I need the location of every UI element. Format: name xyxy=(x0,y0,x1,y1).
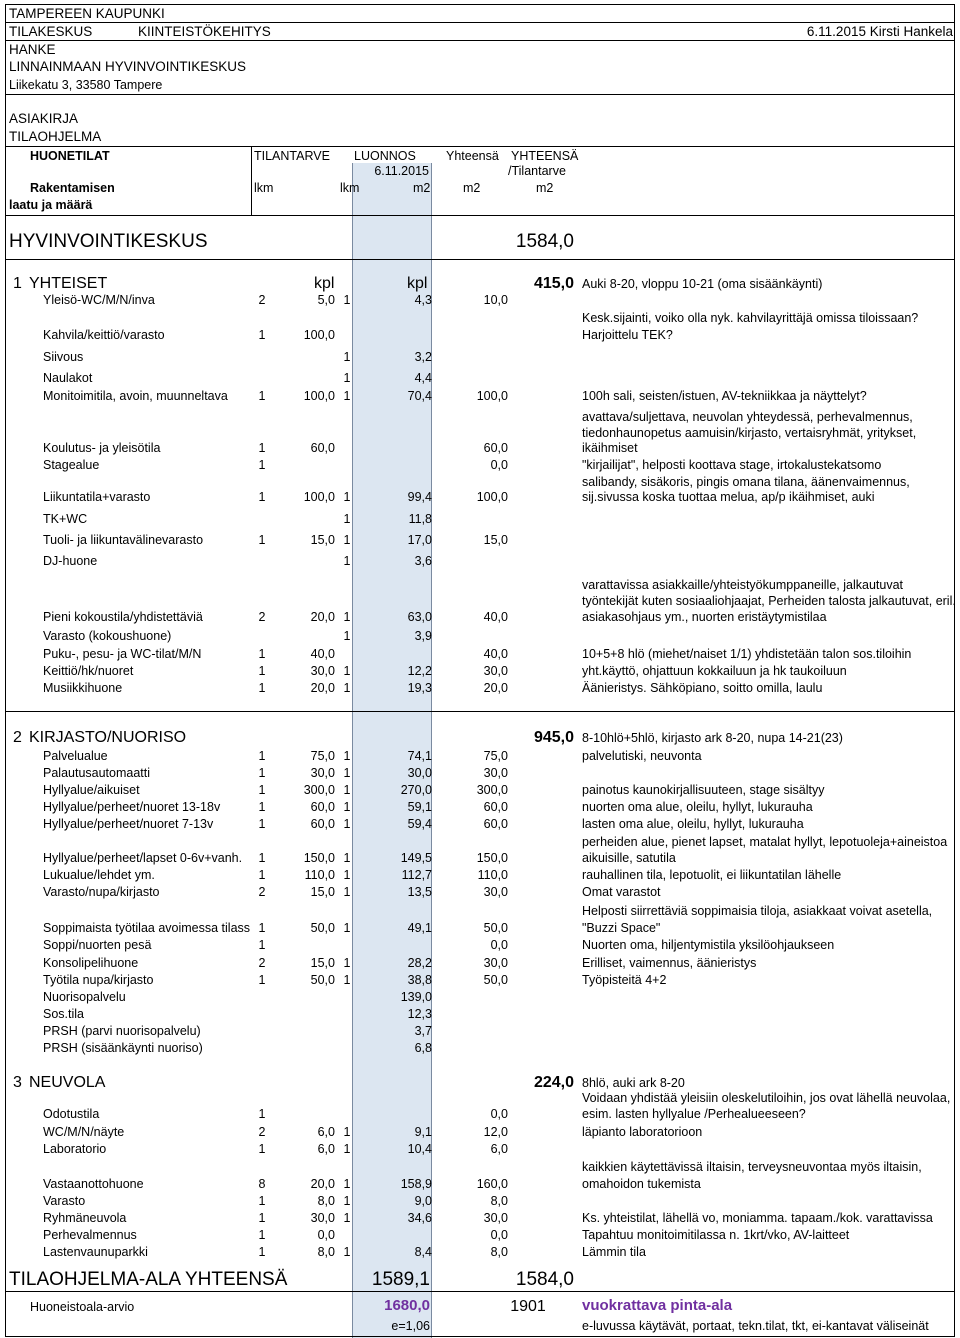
hanke-label: HANKE xyxy=(9,42,56,57)
cell-c1: 1 xyxy=(258,664,266,678)
cell-c1: 1 xyxy=(258,868,266,882)
section-total: 415,0 xyxy=(533,275,574,292)
col-header-yhteensa: Yhteensä xyxy=(446,149,499,163)
section-name: KIRJASTO/NUORISO xyxy=(29,729,187,746)
room-note: aikuisille, satutila xyxy=(582,851,676,865)
project-address: Liikekatu 3, 33580 Tampere xyxy=(9,78,163,92)
room-note: rauhallinen tila, lepotuolit, ei liikuntatilan lähelle xyxy=(582,868,842,882)
cell-c3: 1 xyxy=(343,1245,351,1259)
cell-c4: 34,6 xyxy=(407,1211,432,1225)
room-note: läpianto laboratorioon xyxy=(582,1125,703,1139)
cell-c4: 4,3 xyxy=(414,293,432,307)
cell-c4: 12,3 xyxy=(407,1007,432,1021)
cell-c1: 1 xyxy=(258,490,266,504)
room-note: avattava/suljettava, neuvolan yhteydessä, perhevalmennus, xyxy=(582,410,913,424)
room-name: DJ-huone xyxy=(43,554,98,568)
cell-c2: 30,0 xyxy=(310,664,335,678)
room-name: Nuorisopalvelu xyxy=(43,990,126,1004)
room-note: Työpisteitä 4+2 xyxy=(582,973,667,987)
cell-c5: 50,0 xyxy=(483,973,508,987)
arvio-luonnos: 1680,0 xyxy=(384,1297,430,1314)
cell-c2: 75,0 xyxy=(310,749,335,763)
column-divider xyxy=(251,147,252,215)
room-note: Lämmin tila xyxy=(582,1245,646,1259)
cell-c1: 1 xyxy=(258,1194,266,1208)
room-name: Koulutus- ja yleisötila xyxy=(43,441,161,455)
cell-c2: 150,0 xyxy=(303,851,335,865)
cell-c2: 30,0 xyxy=(310,766,335,780)
room-note: ikäihmiset xyxy=(582,441,638,455)
cell-c1: 1 xyxy=(258,851,266,865)
cell-c5: 30,0 xyxy=(483,956,508,970)
cell-c2: 60,0 xyxy=(310,441,335,455)
room-note: Äänieristys. Sähköpiano, soitto omilla, laulu xyxy=(582,681,823,695)
col-header-tilantarve: TILANTARVE xyxy=(254,149,330,163)
section-title: HYVINVOINTIKESKUS xyxy=(9,231,208,252)
room-name: Soppi/nuorten pesä xyxy=(43,938,152,952)
cell-c4: 70,4 xyxy=(407,389,432,403)
cell-c5: 60,0 xyxy=(483,800,508,814)
section-name: NEUVOLA xyxy=(29,1074,106,1091)
arvio-label: Huoneistoala-arvio xyxy=(30,1300,135,1314)
section-number: 3 xyxy=(13,1074,22,1091)
cell-c5: 30,0 xyxy=(483,885,508,899)
cell-c2: 50,0 xyxy=(310,973,335,987)
col-header-huonetilat: HUONETILAT xyxy=(30,149,110,163)
cell-c5: 60,0 xyxy=(483,441,508,455)
cell-c4: 11,8 xyxy=(408,512,432,526)
cell-c4: 8,4 xyxy=(414,1245,432,1259)
section-number: 2 xyxy=(13,729,22,746)
unit-m2: m2 xyxy=(536,181,554,195)
room-name: Lukualue/lehdet ym. xyxy=(43,868,155,882)
cell-c5: 75,0 xyxy=(483,749,508,763)
room-note: esim. lasten hyllyalue /Perhealueeseen? xyxy=(582,1107,806,1121)
cell-c4: 158,9 xyxy=(400,1177,432,1191)
divider xyxy=(5,146,955,147)
cell-c3: 1 xyxy=(343,921,351,935)
org-name: TAMPEREEN KAUPUNKI xyxy=(9,6,165,21)
cell-c2: 6,0 xyxy=(317,1125,335,1139)
cell-c4: 270,0 xyxy=(400,783,432,797)
cell-c4: 139,0 xyxy=(400,990,432,1004)
cell-c3: 1 xyxy=(343,1142,351,1156)
e-note: e-luvussa käytävät, portaat, tekn.tilat, tkt, ei-kantavat väliseinät xyxy=(582,1319,929,1333)
cell-c5: 100,0 xyxy=(476,490,508,504)
room-name: Liikuntatila+varasto xyxy=(43,490,151,504)
project-name: LINNAINMAAN HYVINVOINTIKESKUS xyxy=(9,59,247,74)
room-note: perheiden alue, pienet lapset, matalat hyllyt, lepotuoleja+aineistoa xyxy=(582,835,948,849)
cell-c3: 1 xyxy=(343,371,351,385)
section-total: 224,0 xyxy=(533,1074,574,1091)
cell-c4: 3,2 xyxy=(414,350,432,364)
cell-c3: 1 xyxy=(343,681,351,695)
room-name: Perhevalmennus xyxy=(43,1228,137,1242)
room-name: Monitoimitila, avoin, muunneltava xyxy=(43,389,228,403)
cell-c5: 150,0 xyxy=(476,851,508,865)
cell-c4: 99,4 xyxy=(407,490,432,504)
grand-total-tilantarve: 1584,0 xyxy=(515,1269,574,1290)
room-note: Harjoittelu TEK? xyxy=(582,328,673,342)
cell-c2: 110,0 xyxy=(304,868,335,882)
room-name: Musiikkihuone xyxy=(43,681,123,695)
grand-total-luonnos: 1589,1 xyxy=(371,1269,430,1290)
room-name: Keittiö/hk/nuoret xyxy=(43,664,134,678)
grand-total-label: TILAOHJELMA-ALA YHTEENSÄ xyxy=(9,1269,288,1290)
cell-c3: 1 xyxy=(343,350,351,364)
room-name: Ryhmäneuvola xyxy=(43,1211,127,1225)
cell-c1: 1 xyxy=(258,389,266,403)
arvio-value: 1901 xyxy=(510,1298,546,1315)
cell-c3: 1 xyxy=(343,629,351,643)
room-name: Hyllyalue/aikuiset xyxy=(43,783,140,797)
divider xyxy=(5,40,955,41)
room-note: asiakasohjaus ym., nuorten eristäytymistilaa xyxy=(582,610,827,624)
cell-c1: 8 xyxy=(258,1177,266,1191)
unit-m2: m2 xyxy=(413,181,431,195)
cell-c2: 20,0 xyxy=(310,610,335,624)
cell-c2: 60,0 xyxy=(310,800,335,814)
cell-c2: 15,0 xyxy=(310,956,335,970)
col-header-yhteensa-caps: YHTEENSÄ xyxy=(511,149,579,163)
divider xyxy=(5,711,955,712)
room-name: Vastaanottohuone xyxy=(43,1177,144,1191)
cell-c1: 1 xyxy=(258,1245,266,1259)
room-note: Omat varastot xyxy=(582,885,661,899)
cell-c5: 10,0 xyxy=(483,293,508,307)
divider xyxy=(5,94,955,95)
cell-c4: 149,5 xyxy=(400,851,432,865)
room-name: WC/M/N/näyte xyxy=(43,1125,125,1139)
cell-c3: 1 xyxy=(343,490,351,504)
cell-c1: 1 xyxy=(258,1228,266,1242)
room-note: salibandy, sisäkoris, pingis omana tilana, äänenvaimennus, xyxy=(582,475,910,489)
cell-c1: 1 xyxy=(258,1211,266,1225)
cell-c5: 40,0 xyxy=(483,647,508,661)
section-total: 945,0 xyxy=(533,729,574,746)
date-author: 6.11.2015 Kirsti Hankela xyxy=(806,24,953,39)
room-name: Stagealue xyxy=(43,458,100,472)
cell-c2: 300,0 xyxy=(303,783,335,797)
cell-c3: 1 xyxy=(343,973,351,987)
cell-c5: 12,0 xyxy=(483,1125,508,1139)
room-name: Varasto/nupa/kirjasto xyxy=(43,885,160,899)
cell-c1: 1 xyxy=(258,681,266,695)
unit-lkm: lkm xyxy=(340,181,360,195)
title-total: 1584,0 xyxy=(515,231,574,252)
divider xyxy=(5,215,955,216)
cell-c5: 30,0 xyxy=(483,766,508,780)
cell-c1: 2 xyxy=(258,293,266,307)
cell-c1: 2 xyxy=(258,1125,266,1139)
unit-kpl: kpl xyxy=(314,275,335,292)
section-note: 8-10hlö+5hlö, kirjasto ark 8-20, nupa 14-21(23) xyxy=(582,731,843,745)
room-note: Helposti siirrettäviä soppimaisia tiloja, asiakkaat voivat asetella, xyxy=(582,904,933,918)
unit-lkm: lkm xyxy=(254,181,274,195)
cell-c4: 3,7 xyxy=(414,1024,432,1038)
cell-c4: 112,7 xyxy=(401,868,432,882)
room-name: Yleisö-WC/M/N/inva xyxy=(43,293,155,307)
cell-c1: 2 xyxy=(258,610,266,624)
room-name: Tuoli- ja liikuntavälinevarasto xyxy=(43,533,204,547)
cell-c3: 1 xyxy=(343,1177,351,1191)
cell-c1: 1 xyxy=(258,533,266,547)
cell-c1: 1 xyxy=(258,938,266,952)
cell-c2: 60,0 xyxy=(310,817,335,831)
room-note: lasten oma alue, oleilu, hyllyt, lukurauha xyxy=(582,817,804,831)
room-name: Konsolipelihuone xyxy=(43,956,139,970)
unit-m2: m2 xyxy=(463,181,481,195)
cell-c2: 15,0 xyxy=(310,533,335,547)
room-name: Hyllyalue/perheet/nuoret 7-13v xyxy=(43,817,214,831)
col-header-rakentamisen: Rakentamisen xyxy=(30,181,115,195)
cell-c2: 100,0 xyxy=(303,328,335,342)
room-note: painotus kaunokirjallisuuteen, stage sisältyy xyxy=(582,783,825,797)
section-note: 8hlö, auki ark 8-20 xyxy=(582,1076,685,1090)
col-header-per-tilantarve: /Tilantarve xyxy=(508,164,566,178)
cell-c2: 20,0 xyxy=(310,681,335,695)
cell-c4: 19,3 xyxy=(407,681,432,695)
cell-c5: 0,0 xyxy=(490,938,508,952)
cell-c5: 20,0 xyxy=(483,681,508,695)
cell-c3: 1 xyxy=(343,1194,351,1208)
cell-c4: 9,1 xyxy=(414,1125,432,1139)
unit-kpl: kpl xyxy=(407,275,428,292)
cell-c4: 9,0 xyxy=(414,1194,432,1208)
room-note: 10+5+8 hlö (miehet/naiset 1/1) yhdistetään talon sos.tiloihin xyxy=(582,647,912,661)
section-note: Auki 8-20, vloppu 10-21 (oma sisäänkäynti) xyxy=(582,277,823,291)
cell-c1: 1 xyxy=(258,783,266,797)
cell-c5: 6,0 xyxy=(490,1142,508,1156)
room-note: Kesk.sijainti, voiko olla nyk. kahvilayrittäjä omissa tiloissaan? xyxy=(582,311,919,325)
room-note: palvelutiski, neuvonta xyxy=(582,749,702,763)
cell-c4: 74,1 xyxy=(407,749,432,763)
cell-c4: 49,1 xyxy=(407,921,432,935)
section-number: 1 xyxy=(13,275,22,292)
room-name: Laboratorio xyxy=(43,1142,107,1156)
e-value: e=1,06 xyxy=(391,1319,430,1333)
cell-c2: 6,0 xyxy=(317,1142,335,1156)
cell-c4: 10,4 xyxy=(407,1142,432,1156)
cell-c2: 50,0 xyxy=(310,921,335,935)
room-name: Odotustila xyxy=(43,1107,100,1121)
divider xyxy=(5,22,955,23)
cell-c1: 1 xyxy=(258,328,266,342)
col-header-luonnos: LUONNOS xyxy=(354,149,416,163)
room-note: nuorten oma alue, oleilu, hyllyt, lukurauha xyxy=(582,800,813,814)
section-name: YHTEISET xyxy=(29,275,108,292)
room-note: tiedonhaunopetus aamuisin/kirjasto, vertaisryhmät, yritykset, xyxy=(582,426,917,440)
cell-c2: 0,0 xyxy=(317,1228,335,1242)
cell-c1: 1 xyxy=(258,921,266,935)
cell-c5: 8,0 xyxy=(490,1194,508,1208)
cell-c1: 1 xyxy=(258,1107,266,1121)
dept-tilakeskus: TILAKESKUS xyxy=(9,24,93,39)
room-name: TK+WC xyxy=(43,512,88,526)
room-name: Sos.tila xyxy=(43,1007,84,1021)
room-name: Hyllyalue/perheet/lapset 0-6v+vanh. xyxy=(43,851,243,865)
room-name: Varasto xyxy=(43,1194,86,1208)
room-name: Puku-, pesu- ja WC-tilat/M/N xyxy=(43,647,202,661)
cell-c4: 38,8 xyxy=(407,973,432,987)
cell-c1: 2 xyxy=(258,956,266,970)
cell-c5: 110,0 xyxy=(477,868,508,882)
dept-kiinteistokehitys: KIINTEISTÖKEHITYS xyxy=(138,24,271,39)
room-note: kaikkien käytettävissä iltaisin, terveysneuvontaa myös iltaisin, xyxy=(582,1160,922,1174)
col-header-laatu: laatu ja määrä xyxy=(9,198,93,212)
cell-c3: 1 xyxy=(343,1125,351,1139)
cell-c3: 1 xyxy=(343,664,351,678)
cell-c3: 1 xyxy=(343,868,351,882)
cell-c3: 1 xyxy=(343,293,351,307)
cell-c1: 1 xyxy=(258,647,266,661)
cell-c1: 1 xyxy=(258,749,266,763)
cell-c3: 1 xyxy=(343,512,351,526)
room-name: Palvelualue xyxy=(43,749,108,763)
room-note: Tapahtuu monitoimitilassa n. 1krt/vko, AV-laitteet xyxy=(582,1228,850,1242)
cell-c3: 1 xyxy=(343,610,351,624)
cell-c4: 28,2 xyxy=(407,956,432,970)
cell-c5: 0,0 xyxy=(490,458,508,472)
cell-c1: 1 xyxy=(258,817,266,831)
room-note: työntekijät kuten sosiaaliohjaajat, Perheiden talosta jalkautuvat, eril. xyxy=(582,594,956,608)
cell-c3: 1 xyxy=(343,783,351,797)
room-note: yht.käyttö, ohjattuun kokkailuun ja hk taukoiluun xyxy=(582,664,847,678)
arvio-note: vuokrattava pinta-ala xyxy=(582,1297,733,1314)
room-note: Erilliset, vaimennus, äänieristys xyxy=(582,956,757,970)
room-note: sij.sivussa koska tuottaa melua, ap/p ikäihmiset, auki xyxy=(582,490,875,504)
cell-c3: 1 xyxy=(343,389,351,403)
room-note: 100h sali, seisten/istuen, AV-tekniikkaa ja näyttelyt? xyxy=(582,389,867,403)
room-name: Hyllyalue/perheet/nuoret 13-18v xyxy=(43,800,221,814)
cell-c4: 3,6 xyxy=(414,554,432,568)
room-name: Siivous xyxy=(43,350,84,364)
cell-c3: 1 xyxy=(343,554,351,568)
room-name: Naulakot xyxy=(43,371,93,385)
room-name: Varasto (kokoushuone) xyxy=(43,629,172,643)
room-name: PRSH (sisäänkäynti nuoriso) xyxy=(43,1041,203,1055)
room-note: "kirjailijat", helposti koottava stage, irtokalustekatsomo xyxy=(582,458,882,472)
cell-c5: 30,0 xyxy=(483,664,508,678)
cell-c2: 20,0 xyxy=(310,1177,335,1191)
cell-c5: 60,0 xyxy=(483,817,508,831)
divider xyxy=(5,1291,955,1292)
room-name: Soppimaista työtilaa avoimessa tilass xyxy=(43,921,251,935)
cell-c5: 300,0 xyxy=(476,783,508,797)
divider xyxy=(5,259,955,260)
cell-c4: 30,0 xyxy=(407,766,432,780)
cell-c1: 2 xyxy=(258,885,266,899)
room-note: varattavissa asiakkaille/yhteistyökumppaneille, jalkautuvat xyxy=(582,578,903,592)
room-note: omahoidon tukemista xyxy=(582,1177,701,1191)
doc-type: TILAOHJELMA xyxy=(9,129,102,144)
cell-c1: 1 xyxy=(258,1142,266,1156)
cell-c1: 1 xyxy=(258,458,266,472)
room-name: Lastenvaunuparkki xyxy=(43,1245,148,1259)
room-note: Ks. yhteistilat, lähellä vo, moniamma. tapaam./kok. varattavissa xyxy=(582,1211,933,1225)
room-note: "Buzzi Space" xyxy=(582,921,661,935)
cell-c2: 8,0 xyxy=(317,1245,335,1259)
cell-c3: 1 xyxy=(343,851,351,865)
cell-c4: 12,2 xyxy=(407,664,432,678)
room-name: Kahvila/keittiö/varasto xyxy=(43,328,165,342)
cell-c1: 1 xyxy=(258,800,266,814)
cell-c3: 1 xyxy=(343,817,351,831)
cell-c5: 100,0 xyxy=(476,389,508,403)
cell-c5: 0,0 xyxy=(490,1228,508,1242)
col-header-date: 6.11.2015 xyxy=(374,164,429,178)
cell-c4: 59,4 xyxy=(407,817,432,831)
cell-c1: 1 xyxy=(258,441,266,455)
cell-c4: 63,0 xyxy=(407,610,432,624)
cell-c5: 40,0 xyxy=(483,610,508,624)
cell-c3: 1 xyxy=(343,766,351,780)
cell-c3: 1 xyxy=(343,749,351,763)
room-name: PRSH (parvi nuorisopalvelu) xyxy=(43,1024,201,1038)
cell-c1: 1 xyxy=(258,766,266,780)
cell-c2: 100,0 xyxy=(303,490,335,504)
cell-c5: 160,0 xyxy=(476,1177,508,1191)
room-name: Pieni kokoustila/yhdistettäviä xyxy=(43,610,203,624)
cell-c2: 15,0 xyxy=(310,885,335,899)
cell-c4: 6,8 xyxy=(414,1041,432,1055)
room-name: Työtila nupa/kirjasto xyxy=(43,973,154,987)
room-name: Palautusautomaatti xyxy=(43,766,151,780)
room-note: Voidaan yhdistää yleisiin oleskelutiloihin, jos ovat lähellä neuvolaa, xyxy=(582,1091,951,1105)
cell-c3: 1 xyxy=(343,533,351,547)
cell-c5: 0,0 xyxy=(490,1107,508,1121)
asiakirja-label: ASIAKIRJA xyxy=(9,111,79,126)
cell-c2: 8,0 xyxy=(317,1194,335,1208)
cell-c3: 1 xyxy=(343,1211,351,1225)
cell-c3: 1 xyxy=(343,800,351,814)
cell-c3: 1 xyxy=(343,956,351,970)
cell-c4: 4,4 xyxy=(414,371,432,385)
cell-c2: 40,0 xyxy=(310,647,335,661)
cell-c4: 3,9 xyxy=(414,629,432,643)
cell-c5: 30,0 xyxy=(483,1211,508,1225)
cell-c4: 13,5 xyxy=(407,885,432,899)
cell-c4: 59,1 xyxy=(407,800,432,814)
cell-c2: 5,0 xyxy=(317,293,335,307)
room-note: Nuorten oma, hiljentymistila yksilöohjaukseen xyxy=(582,938,835,952)
cell-c5: 8,0 xyxy=(490,1245,508,1259)
cell-c5: 50,0 xyxy=(483,921,508,935)
cell-c3: 1 xyxy=(343,885,351,899)
cell-c1: 1 xyxy=(258,973,266,987)
cell-c2: 30,0 xyxy=(310,1211,335,1225)
cell-c5: 15,0 xyxy=(483,533,508,547)
cell-c4: 17,0 xyxy=(407,533,432,547)
cell-c2: 100,0 xyxy=(303,389,335,403)
